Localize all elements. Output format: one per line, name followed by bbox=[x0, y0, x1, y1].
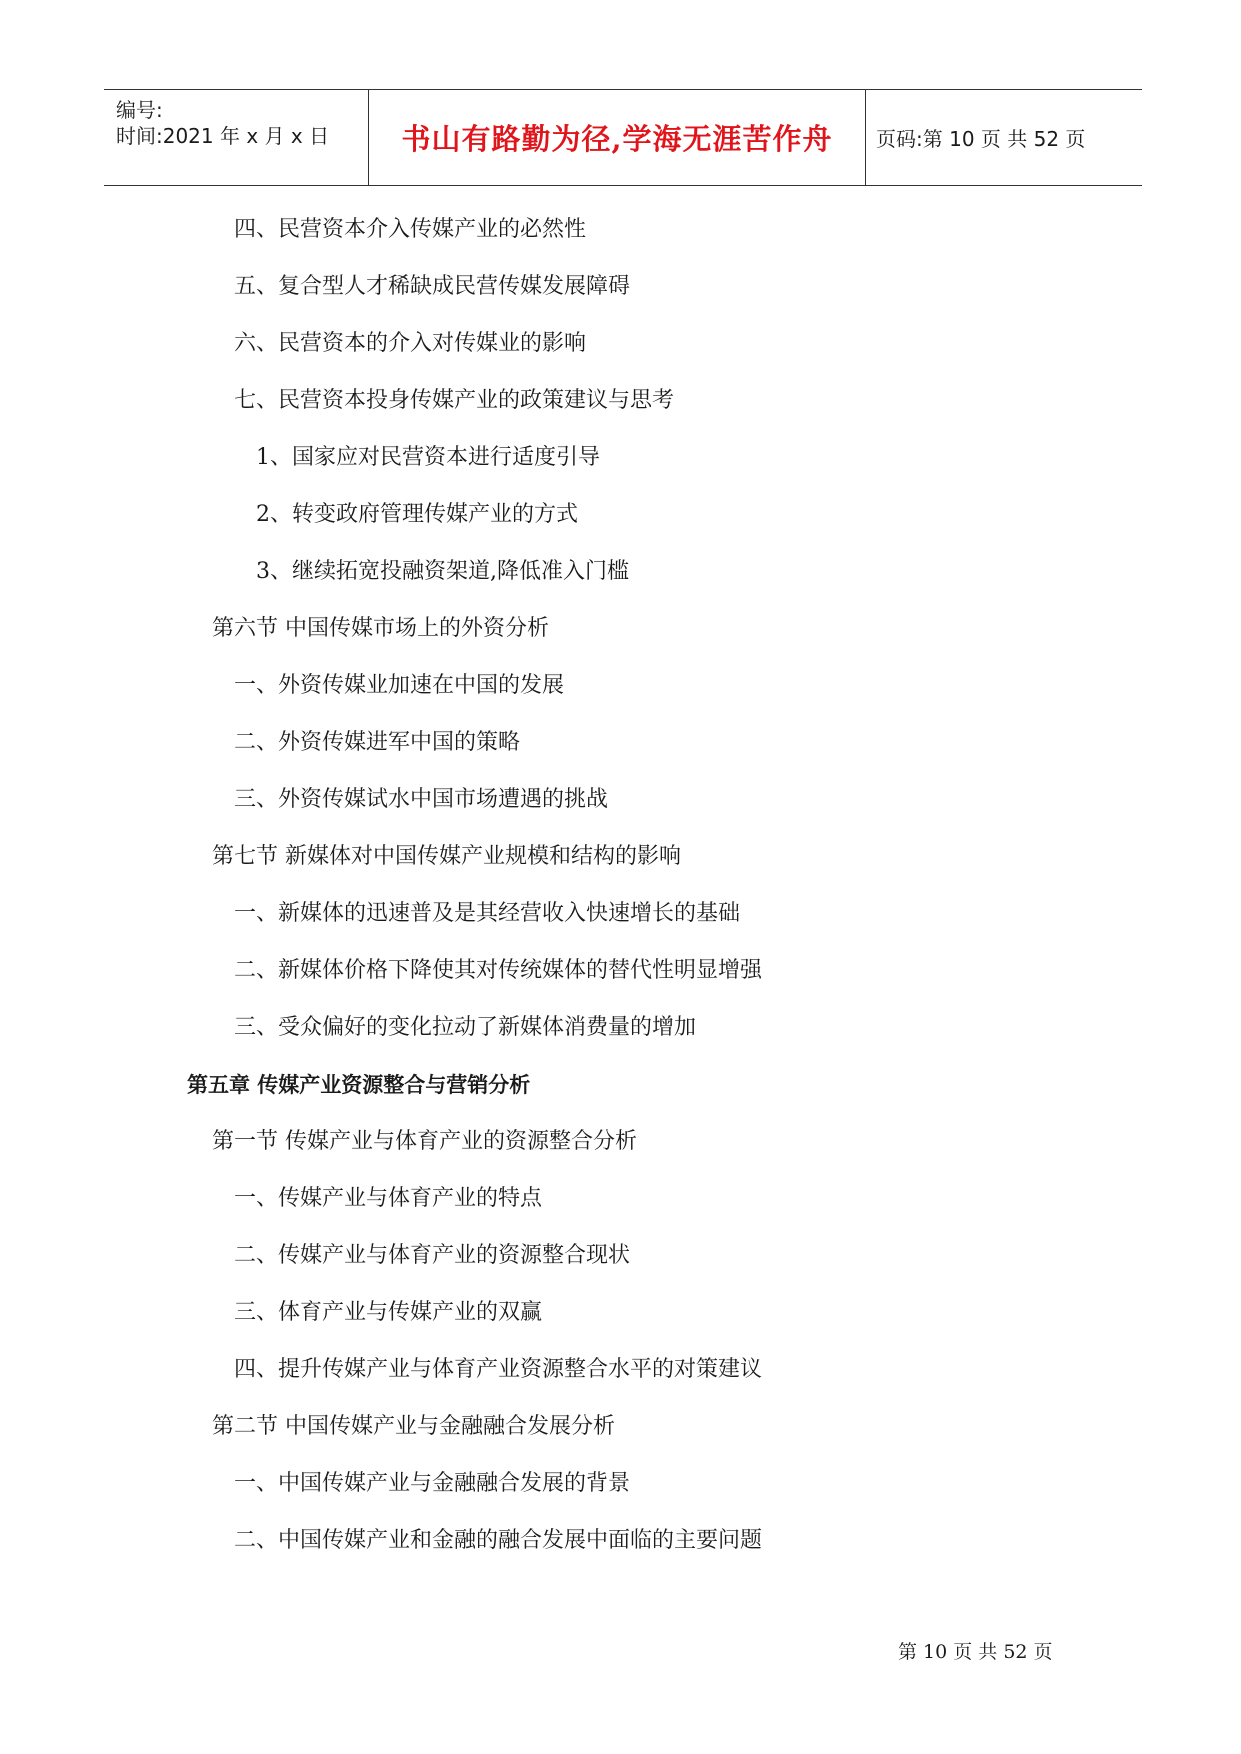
toc-item: 一、新媒体的迅速普及是其经营收入快速增长的基础 bbox=[234, 901, 741, 926]
toc-item: 六、民营资本的介入对传媒业的影响 bbox=[234, 331, 587, 356]
toc-section: 第六节 中国传媒市场上的外资分析 bbox=[212, 616, 549, 641]
header-meta-cell bbox=[104, 90, 368, 185]
toc-subitem: 2、转变政府管理传媒产业的方式 bbox=[256, 502, 578, 527]
toc-item: 三、外资传媒试水中国市场遭遇的挑战 bbox=[234, 787, 609, 812]
toc-item: 一、传媒产业与体育产业的特点 bbox=[234, 1186, 543, 1211]
toc-section: 第二节 中国传媒产业与金融融合发展分析 bbox=[212, 1414, 615, 1439]
toc-item: 三、体育产业与传媒产业的双赢 bbox=[234, 1300, 543, 1325]
document-header bbox=[104, 89, 1142, 186]
toc-item: 七、民营资本投身传媒产业的政策建议与思考 bbox=[234, 388, 675, 413]
toc-item: 一、外资传媒业加速在中国的发展 bbox=[234, 673, 565, 698]
toc-item: 三、受众偏好的变化拉动了新媒体消费量的增加 bbox=[234, 1015, 697, 1040]
toc-item: 二、中国传媒产业和金融的融合发展中面临的主要问题 bbox=[234, 1528, 763, 1553]
document-time-label: 时间:2021 年 x 月 x 日 bbox=[116, 124, 330, 148]
toc-item: 四、提升传媒产业与体育产业资源整合水平的对策建议 bbox=[234, 1357, 763, 1382]
toc-subitem: 1、国家应对民营资本进行适度引导 bbox=[256, 445, 600, 470]
toc-item: 四、民营资本介入传媒产业的必然性 bbox=[234, 217, 587, 242]
toc-section: 第七节 新媒体对中国传媒产业规模和结构的影响 bbox=[212, 844, 681, 869]
toc-chapter: 第五章 传媒产业资源整合与营销分析 bbox=[187, 1073, 531, 1097]
header-motto-cell bbox=[368, 90, 866, 185]
header-page-info: 页码:第 10 页 共 52 页 bbox=[876, 127, 1086, 151]
document-number-label: 编号: bbox=[116, 98, 163, 122]
toc-subitem: 3、继续拓宽投融资架道,降低准入门槛 bbox=[256, 559, 629, 584]
header-page-cell bbox=[866, 90, 1142, 185]
toc-section: 第一节 传媒产业与体育产业的资源整合分析 bbox=[212, 1129, 637, 1154]
toc-item: 一、中国传媒产业与金融融合发展的背景 bbox=[234, 1471, 631, 1496]
toc-item: 五、复合型人才稀缺成民营传媒发展障碍 bbox=[234, 274, 631, 299]
toc-item: 二、新媒体价格下降使其对传统媒体的替代性明显增强 bbox=[234, 958, 763, 983]
header-motto: 书山有路勤为径,学海无涯苦作舟 bbox=[401, 122, 833, 156]
toc-item: 二、外资传媒进军中国的策略 bbox=[234, 730, 521, 755]
toc-item: 二、传媒产业与体育产业的资源整合现状 bbox=[234, 1243, 631, 1268]
page-footer: 第 10 页 共 52 页 bbox=[898, 1641, 1053, 1663]
